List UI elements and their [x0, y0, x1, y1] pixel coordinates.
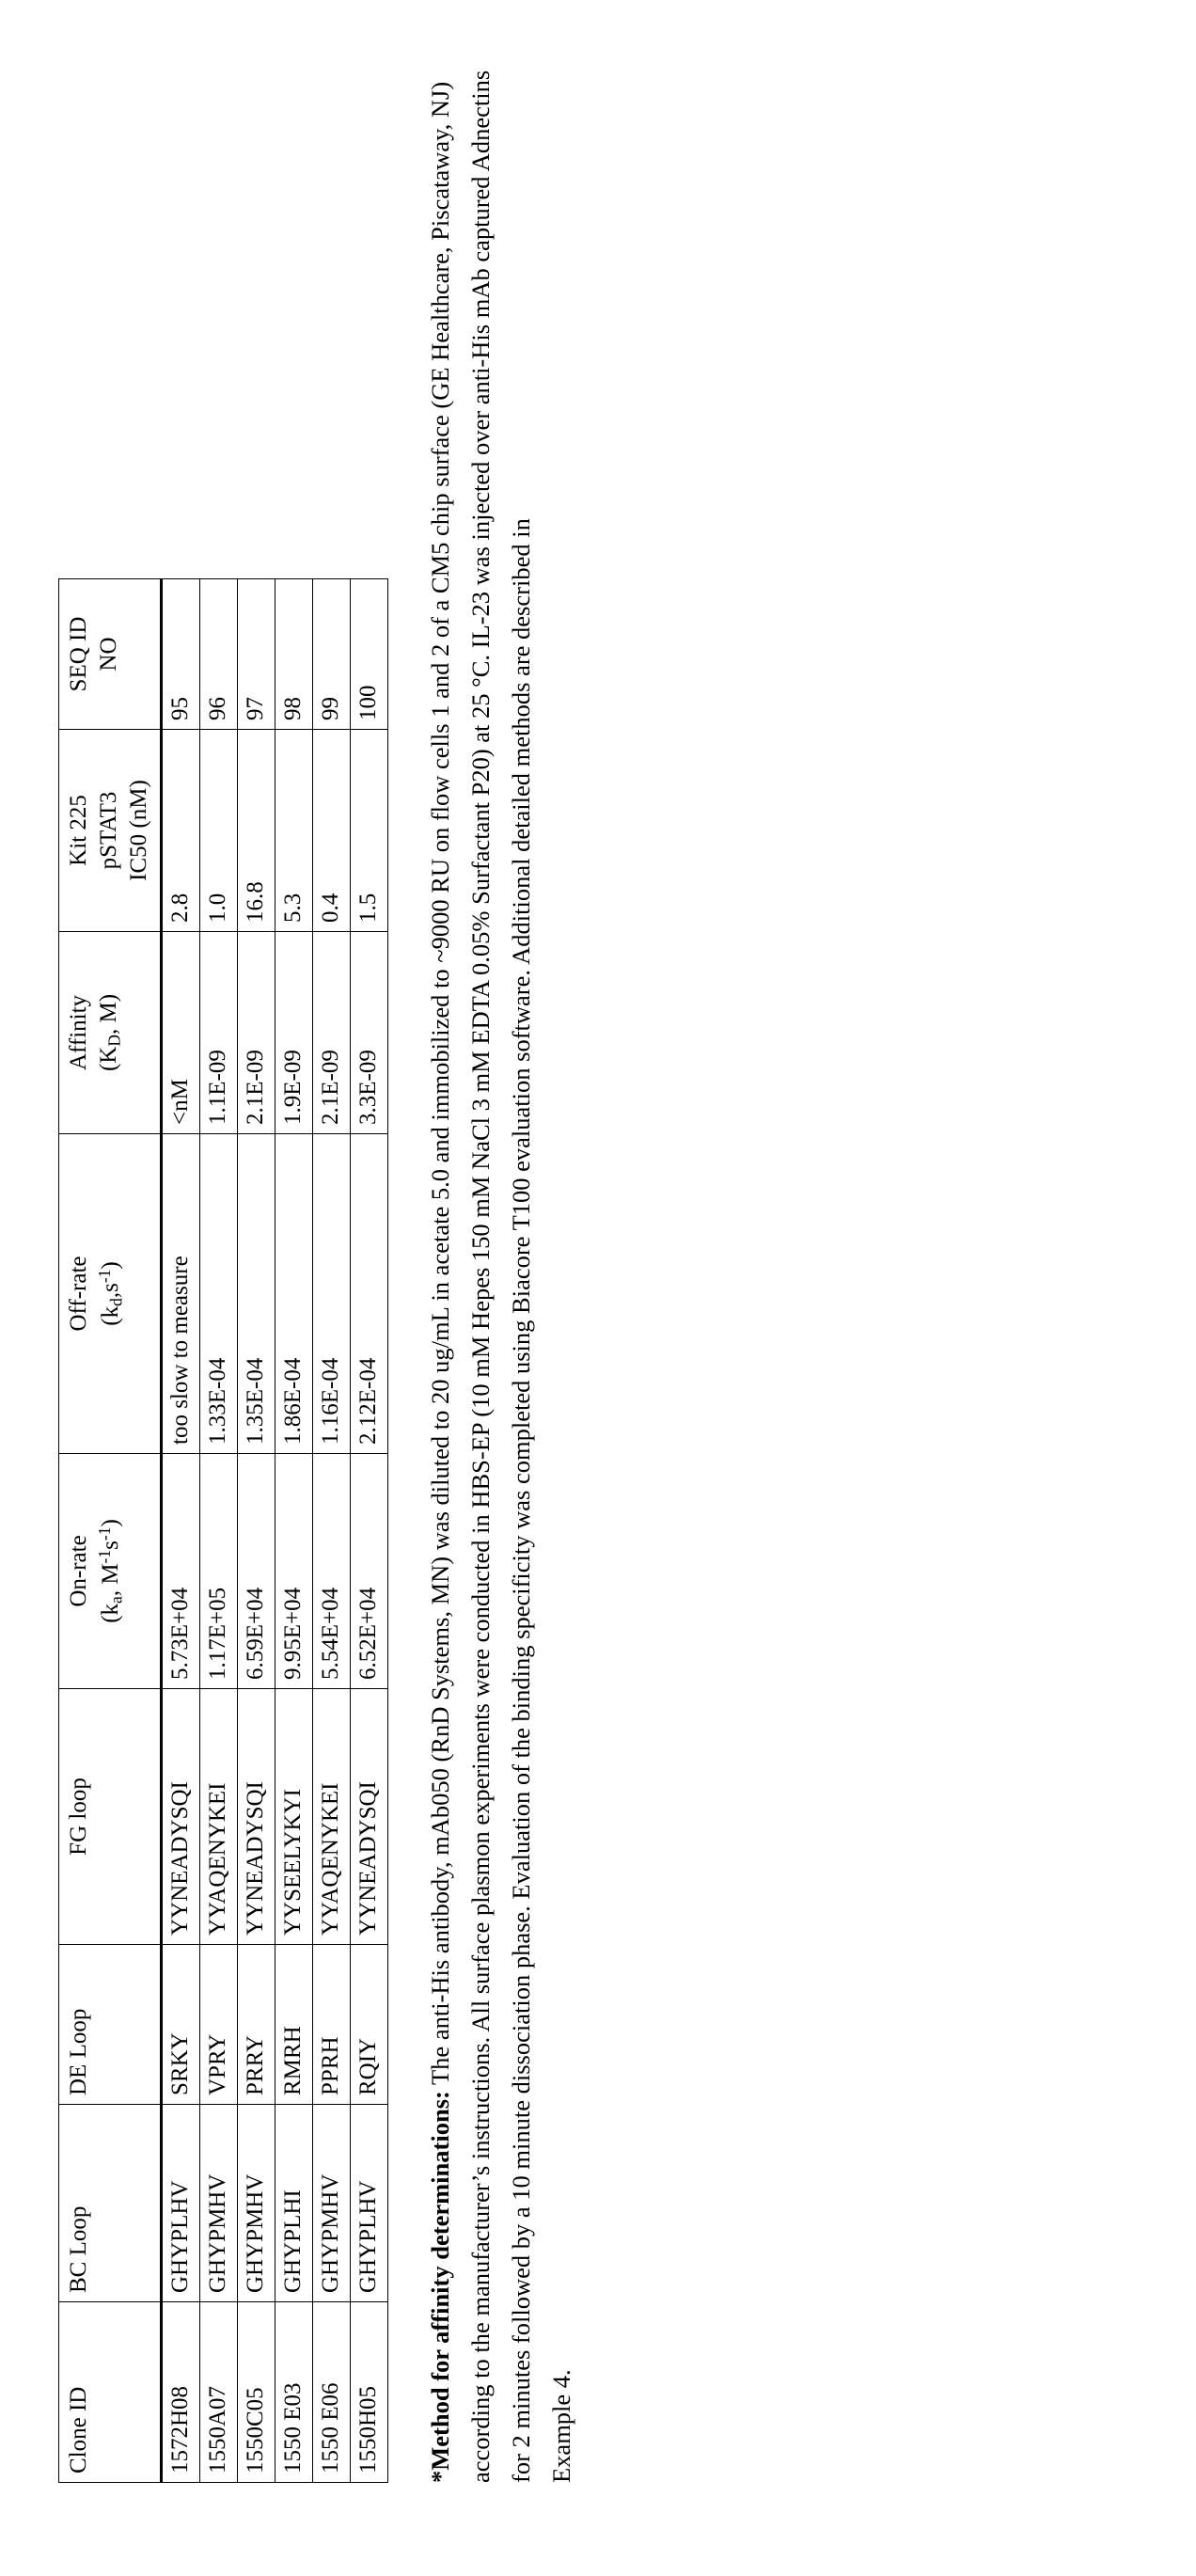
cell-de-loop: VPRY — [200, 1945, 238, 2105]
cell-off-rate: 2.12E-04 — [351, 1134, 388, 1454]
table-header-row — [59, 579, 162, 2483]
cell-kit225-ic50: 1.5 — [351, 730, 388, 932]
footnote-body: The anti-His antibody, mAb050 (RnD Systems, MN) was diluted to 20 ug/mL in acetate 5.0 and immobilized to ~9000 RU on flow cells 1 and 2 of a CM5 chip surface (GE Healthcare, Piscataway, NJ) according to the manufacturer’s instructions. All surface plasmon experiments were conducted in HBS-EP (10 mM Hepes 150 mM NaCl 3 mM EDTA 0.05% Surfactant P20) at 25 °C. IL-23 was injected over anti-His mAb captured Adnectins for 2 minutes followed by a 10 minute dissociation phase. Evaluation of the binding specificity was completed using Biacore T100 evaluation software. Additional detailed methods are described in — [426, 70, 535, 2483]
cell-clone-id: 1550C05 — [238, 2302, 275, 2483]
column-header-fg-loop — [59, 1689, 162, 1945]
column-header-text: Off-rate — [66, 1256, 91, 1332]
cell-clone-id: 1550H05 — [351, 2302, 388, 2483]
cell-affinity: 1.9E-09 — [275, 932, 313, 1134]
column-header-de-loop — [59, 1945, 162, 2105]
column-header-units: IC50 (nM) — [126, 780, 151, 881]
column-header-clone-id — [59, 2302, 162, 2483]
table-body — [162, 579, 388, 2483]
cell-clone-id: 1572H08 — [162, 2302, 200, 2483]
cell-affinity: <nM — [162, 932, 200, 1134]
cell-on-rate: 6.59E+04 — [238, 1454, 275, 1689]
cell-on-rate: 5.54E+04 — [313, 1454, 351, 1689]
cell-fg-loop: YYNEADYSQI — [351, 1689, 388, 1945]
cell-on-rate: 1.17E+05 — [200, 1454, 238, 1689]
cell-kit225-ic50: 16.8 — [238, 730, 275, 932]
cell-kit225-ic50: 1.0 — [200, 730, 238, 932]
cell-seq-id-no: 97 — [238, 579, 275, 730]
column-header-text: On-rate — [66, 1535, 91, 1607]
table-row — [351, 579, 388, 2483]
cell-fg-loop: YYAQENYKEI — [200, 1689, 238, 1945]
table-row — [238, 579, 275, 2483]
column-header-off-rate — [59, 1134, 162, 1454]
cell-de-loop: RQIY — [351, 1945, 388, 2105]
column-header-kit225 — [59, 730, 162, 932]
cell-on-rate: 6.52E+04 — [351, 1454, 388, 1689]
cell-affinity: 1.1E-09 — [200, 932, 238, 1134]
column-header-on-rate — [59, 1454, 162, 1689]
cell-seq-id-no: 99 — [313, 579, 351, 730]
cell-seq-id-no: 98 — [275, 579, 313, 730]
column-header-text: FG loop — [66, 1778, 91, 1856]
column-header-text: BC Loop — [66, 2205, 91, 2293]
cell-clone-id: 1550A07 — [200, 2302, 238, 2483]
table-row — [313, 579, 351, 2483]
table-row — [275, 579, 313, 2483]
column-header-text: Affinity — [66, 994, 91, 1071]
cell-off-rate: 1.33E-04 — [200, 1134, 238, 1454]
cell-bc-loop: GHYPLHV — [162, 2105, 200, 2302]
footnote-paragraph — [420, 66, 542, 2483]
column-header-text: Clone ID — [66, 2386, 91, 2473]
cell-clone-id: 1550 E06 — [313, 2302, 351, 2483]
cell-de-loop: PRRY — [238, 1945, 275, 2105]
column-header-text: SEQ ID — [66, 616, 91, 692]
column-header-bc-loop — [59, 2105, 162, 2302]
cell-kit225-ic50: 0.4 — [313, 730, 351, 932]
footnote-last-line: Example 4. — [546, 2369, 575, 2483]
method-footnote — [420, 66, 582, 2483]
cell-kit225-ic50: 5.3 — [275, 730, 313, 932]
cell-fg-loop: YYAQENYKEI — [313, 1689, 351, 1945]
column-header-subtext: pSTAT3 — [96, 791, 121, 870]
cell-bc-loop: GHYPLHV — [351, 2105, 388, 2302]
cell-de-loop: RMRH — [275, 1945, 313, 2105]
cell-bc-loop: GHYPLHI — [275, 2105, 313, 2302]
cell-off-rate: 1.86E-04 — [275, 1134, 313, 1454]
cell-affinity: 3.3E-09 — [351, 932, 388, 1134]
column-header-units: $(k_d,s^{-1})$ — [95, 1261, 126, 1326]
cell-fg-loop: YYNEADYSQI — [238, 1689, 275, 1945]
cell-de-loop: SRKY — [162, 1945, 200, 2105]
column-header-text: Kit 225 — [66, 795, 91, 866]
cell-off-rate: too slow to measure — [162, 1134, 200, 1454]
column-header-affinity — [59, 932, 162, 1134]
column-header-text: DE Loop — [66, 2008, 91, 2095]
table-row — [200, 579, 238, 2483]
column-header-subtext: NO — [96, 637, 121, 672]
cell-affinity: 2.1E-09 — [238, 932, 275, 1134]
cell-fg-loop: YYNEADYSQI — [162, 1689, 200, 1945]
column-header-units: ($k_a$, $M^{-1}s^{-1}$) — [95, 1519, 126, 1623]
cell-bc-loop: GHYPMHV — [200, 2105, 238, 2302]
cell-off-rate: 1.16E-04 — [313, 1134, 351, 1454]
cell-off-rate: 1.35E-04 — [238, 1134, 275, 1454]
cell-seq-id-no: 95 — [162, 579, 200, 730]
affinity-data-table — [58, 578, 388, 2483]
cell-clone-id: 1550 E03 — [275, 2302, 313, 2483]
cell-kit225-ic50: 2.8 — [162, 730, 200, 932]
cell-fg-loop: YYSEELYKYI — [275, 1689, 313, 1945]
column-header-units: ($K_D$, M) — [96, 993, 124, 1072]
cell-de-loop: PPRH — [313, 1945, 351, 2105]
cell-bc-loop: GHYPMHV — [238, 2105, 275, 2302]
cell-seq-id-no: 100 — [351, 579, 388, 730]
cell-on-rate: 5.73E+04 — [162, 1454, 200, 1689]
column-header-seq-id — [59, 579, 162, 730]
cell-affinity: 2.1E-09 — [313, 932, 351, 1134]
cell-on-rate: 9.95E+04 — [275, 1454, 313, 1689]
cell-seq-id-no: 96 — [200, 579, 238, 730]
table-row — [162, 579, 200, 2483]
cell-bc-loop: GHYPMHV — [313, 2105, 351, 2302]
footnote-label: *Method for affinity determinations: — [426, 2091, 454, 2483]
